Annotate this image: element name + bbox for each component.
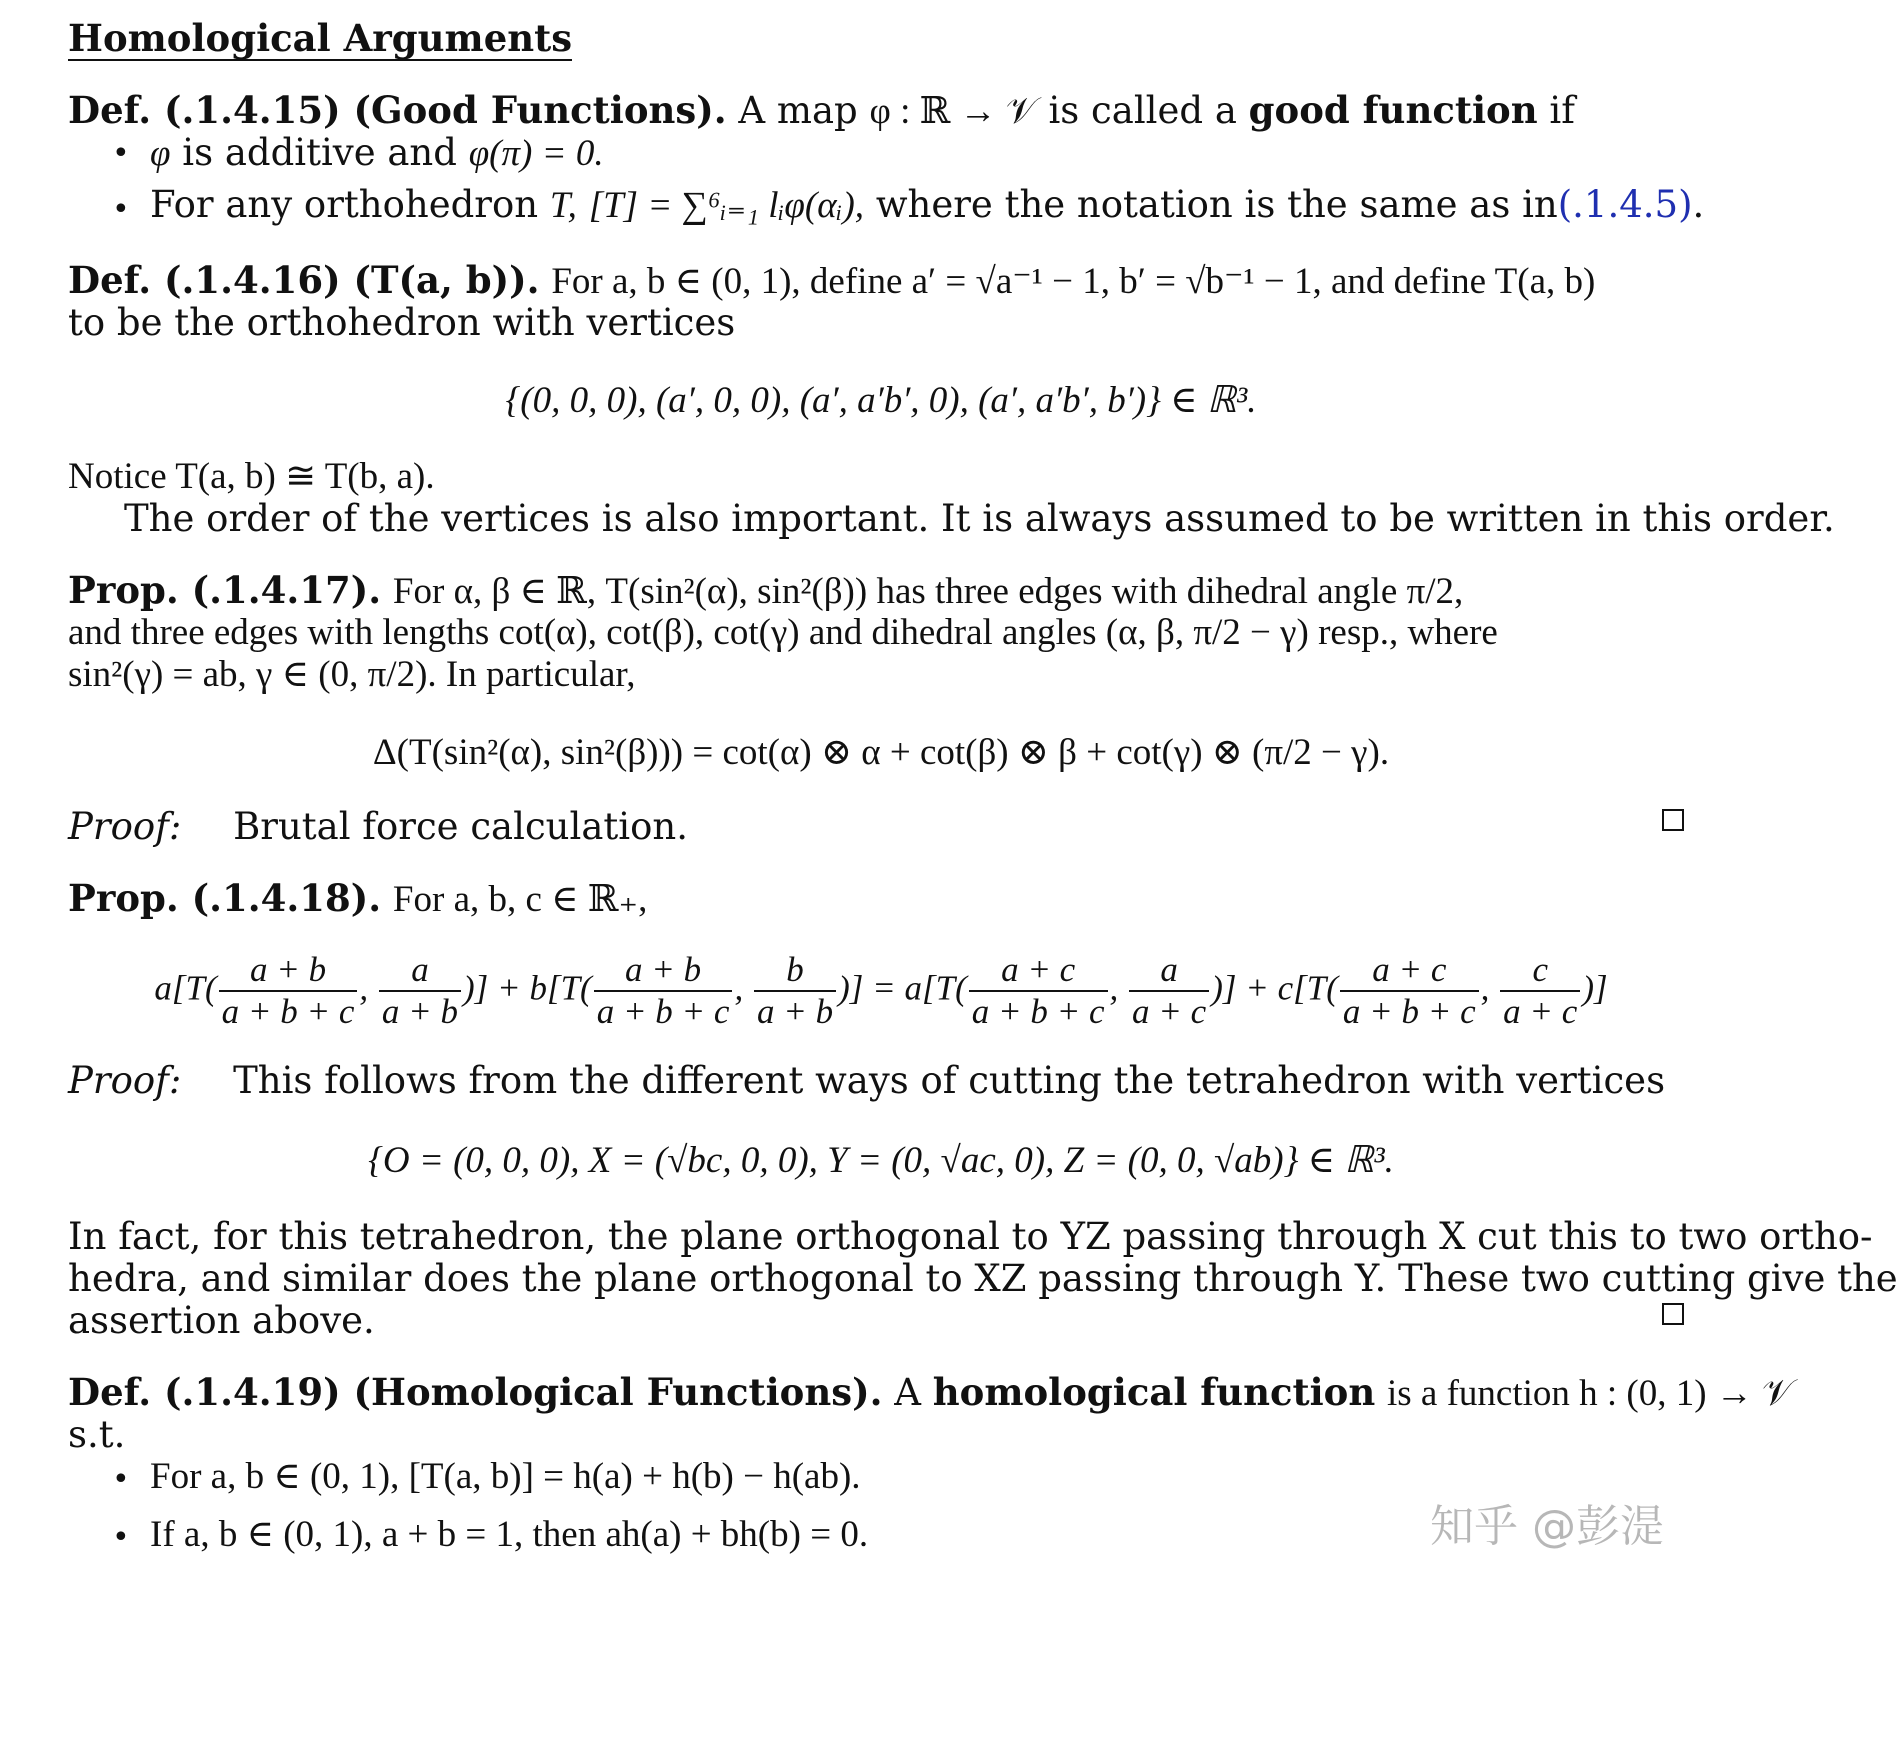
def-19-head: Def. (.1.4.19) (Homological Functions).	[68, 1370, 883, 1414]
def-19-line	[68, 1370, 1793, 1414]
def-15-term: good function	[1248, 88, 1538, 132]
def-15-bullet-1-text: is additive and	[182, 131, 457, 174]
prop-17-display-equation: Δ(T(sin²(α), sin²(β))) = cot(α) ⊗ α + cot(β) ⊗ β + cot(γ) ⊗ (π/2 − γ).	[372, 732, 1390, 773]
def-15-bullet-2-text: For any orthohedron	[150, 183, 539, 226]
def-16-line-2: to be the orthohedron with vertices	[68, 301, 736, 344]
def-15-text-post: if	[1549, 89, 1575, 132]
reference-link[interactable]: (.1.4.5)	[1557, 183, 1693, 226]
proof-text: This follows from the different ways of cutting the tetrahedron with vertices	[233, 1059, 1666, 1102]
def-16-line-1	[68, 258, 1596, 302]
def-15-map: φ : ℝ → 𝒱	[869, 91, 1037, 132]
def-15-head: Def. (.1.4.15) (Good Functions).	[68, 88, 727, 132]
def-15-text-pre: A map	[738, 89, 858, 132]
prop-17-text-1: For α, β ∈ ℝ, T(sin²(α), sin²(β)) has three edges with dihedral angle π/2,	[392, 571, 1464, 612]
def-15-bullet-2: For any orthohedron T, [T] = ∑⁶ᵢ₌₁ lᵢφ(αᵢ), where the notation is the same as in(.1.4.5).	[150, 183, 1705, 226]
def-15-bullet-1	[150, 131, 604, 174]
phi-symbol: φ	[150, 133, 171, 174]
prop-18-fact-2: hedra, and similar does the plane orthogonal to XZ passing through Y. These two cutting give the	[68, 1257, 1898, 1300]
proof-label: Proof:	[68, 1059, 182, 1102]
def-16-display-equation: {(0, 0, 0), (a′, 0, 0), (a′, a′b′, 0), (a′, a′b′, b′)} ∈ ℝ³.	[505, 380, 1257, 421]
prop-18-line	[68, 876, 648, 920]
prop-18-proof	[68, 1059, 1666, 1102]
def-19-st: s.t.	[68, 1413, 126, 1456]
def-15-bullet-2-post: where the notation is the same as in	[875, 183, 1558, 226]
def-15-bullet-2-math: [T] = ∑⁶ᵢ₌₁ lᵢφ(αᵢ),	[588, 185, 865, 226]
proof-label: Proof:	[68, 805, 182, 848]
def-16-text-1: For a, b ∈ (0, 1), define a′ = √a⁻¹ − 1, b′ = √b⁻¹ − 1, and define T(a, b)	[551, 261, 1596, 302]
bullet-dot: •	[112, 1462, 130, 1497]
def-16-notice: Notice T(a, b) ≅ T(b, a).	[68, 456, 435, 497]
prop-17-head: Prop. (.1.4.17).	[68, 568, 382, 612]
prop-17-proof	[68, 805, 688, 848]
prop-18-vertices-equation: {O = (0, 0, 0), X = (√bc, 0, 0), Y = (0, √ac, 0), Z = (0, 0, √ab)} ∈ ℝ³.	[368, 1140, 1394, 1181]
prop-18-fact-3: assertion above.	[68, 1299, 375, 1342]
def-19-bullet-1: For a, b ∈ (0, 1), [T(a, b)] = h(a) + h(b) − h(ab).	[150, 1456, 861, 1497]
prop-17-line-3: sin²(γ) = ab, γ ∈ (0, π/2). In particular,	[68, 654, 636, 695]
bullet-dot: •	[112, 1520, 130, 1555]
prop-18-text: For a, b, c ∈ ℝ₊,	[392, 879, 648, 920]
def-19-text-post: is a function h : (0, 1) → 𝒱	[1387, 1373, 1793, 1414]
qed-square-icon	[1662, 1303, 1684, 1325]
qed-square-icon	[1662, 809, 1684, 831]
def-19-text-pre: A	[894, 1371, 921, 1414]
def-15-bullet-1-math: φ(π) = 0.	[468, 133, 604, 174]
def-16-order-note: The order of the vertices is also important. It is always assumed to be written in this order.	[124, 497, 1835, 540]
prop-17-line-1	[68, 568, 1464, 612]
bullet-dot: •	[112, 136, 130, 171]
def-15-text-mid: is called a	[1048, 89, 1237, 132]
proof-text: Brutal force calculation.	[233, 805, 688, 848]
section-title: Homological Arguments	[68, 16, 573, 60]
prop-18-head: Prop. (.1.4.18).	[68, 876, 382, 920]
def-19-term: homological function	[932, 1370, 1376, 1414]
watermark: 知乎 @彭湜	[1430, 1501, 1664, 1552]
prop-18-display-equation: a[T( $\frac{a + b}{a + b + c}$ , $\frac{a}{a + b}$ )] + b[T( $\frac{a + b}{a + b + c}$ , $\frac{b}{a + b}$ )] = a[T( $\frac{a + c}{a + b + c}$ , $\frac{a}{a + c}$ )] + c[T( $\frac{a + c}{a + b + c}$ , $\frac{c}{a + c}$ )]	[154, 950, 1608, 1032]
def-15-line	[68, 88, 1575, 132]
def-19-bullet-2: If a, b ∈ (0, 1), a + b = 1, then ah(a) + bh(b) = 0.	[150, 1514, 869, 1555]
prop-18-fact-1: In fact, for this tetrahedron, the plane orthogonal to YZ passing through X cut this to two ortho-	[68, 1215, 1873, 1258]
def-15-bullet-2-T: T,	[549, 185, 577, 226]
bullet-dot: •	[112, 192, 130, 227]
def-16-head: Def. (.1.4.16) (T(a, b)).	[68, 258, 540, 302]
prop-17-line-2: and three edges with lengths cot(α), cot(β), cot(γ) and dihedral angles (α, β, π/2 − γ) resp., where	[68, 612, 1498, 653]
